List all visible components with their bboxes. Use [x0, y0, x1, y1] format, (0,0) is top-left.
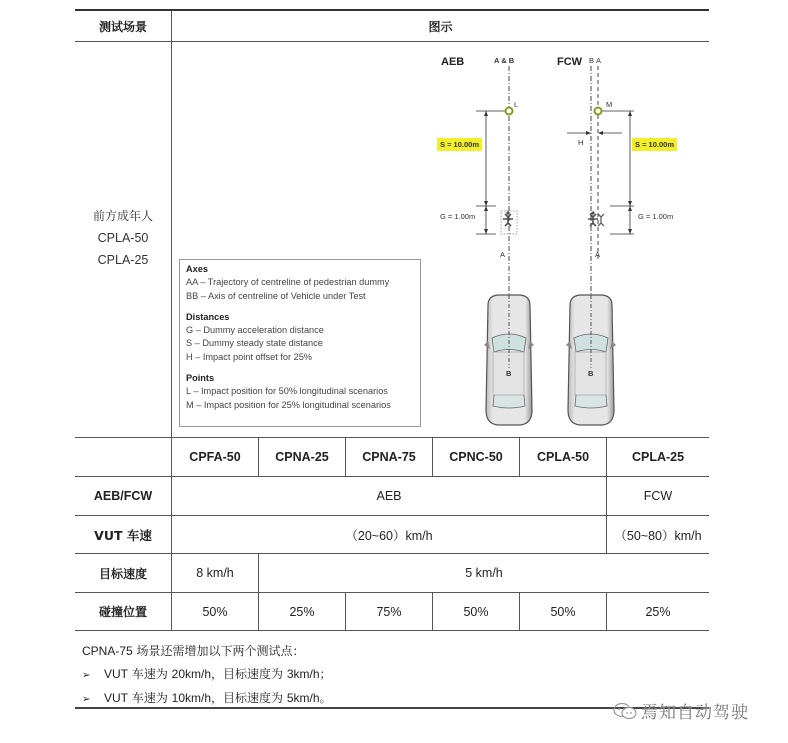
header-test-scenario: 测试场景	[98, 19, 147, 34]
vehicle-under-test-aeb	[484, 295, 534, 425]
row-label-text: VUT 车速	[94, 527, 152, 543]
vehicle-under-test-fcw	[566, 295, 616, 425]
legend-points-title: Points	[186, 373, 215, 384]
fcw-point-label: M	[606, 100, 613, 109]
aeb-s-distance-tag: S = 10.00m	[437, 138, 482, 151]
fcw-h-offset-label: H	[578, 138, 584, 147]
scenario-group-item: CPLA-25	[97, 253, 149, 267]
scenario-header-cell: CPFA-50	[189, 450, 241, 464]
impact-position-value: 50%	[550, 604, 576, 619]
aeb-fcw-value-fcw: FCW	[643, 489, 673, 503]
header-illustration: 图示	[428, 19, 453, 34]
legend-item: BB – Axis of centreline of Vehicle under Test	[186, 290, 366, 301]
aeb-axis-top-label: A & B	[494, 56, 515, 65]
note-intro	[82, 640, 332, 663]
fcw-g-distance-label: G = 1.00m	[638, 212, 674, 221]
row-label-impact-position: 碰撞位置	[98, 605, 147, 619]
impact-point-m	[595, 108, 602, 115]
scenario-header-cell: CPNA-25	[275, 450, 329, 464]
fcw-diagram-title: FCW	[557, 56, 583, 68]
wechat-icon	[612, 701, 638, 721]
fcw-s-distance-tag: S = 10.00m	[632, 138, 677, 151]
aeb-car-axis-label: B	[506, 369, 512, 378]
scenario-group-title: 前方成年人	[92, 209, 153, 223]
fcw-axis-top-b-label: B	[589, 56, 595, 65]
scenario-header-cell: CPLA-25	[631, 450, 685, 464]
impact-position-value: 50%	[202, 604, 228, 619]
aeb-fcw-value-aeb: AEB	[376, 489, 402, 503]
impact-point-l	[506, 108, 513, 115]
aeb-point-label: L	[514, 100, 519, 109]
aeb-g-distance-label: G = 1.00m	[440, 212, 476, 221]
note-bullet-item: ➢ VUT 车速为 10km/h，目标速度为 5km/h。	[82, 687, 332, 711]
legend-distances-title: Distances	[186, 311, 230, 322]
fcw-axis-bottom-label: A	[595, 250, 601, 259]
vut-speed-value-fcw: （50~80）km/h	[614, 528, 702, 543]
impact-position-value: 50%	[463, 604, 489, 619]
impact-position-value: 25%	[289, 604, 315, 619]
legend-item: AA – Trajectory of centreline of pedestrian dummy	[186, 277, 390, 288]
legend-item: S – Dummy steady state distance	[186, 338, 323, 349]
impact-position-value: 25%	[645, 604, 671, 619]
legend-axes-title: Axes	[186, 264, 208, 274]
impact-position-value: 75%	[376, 604, 402, 619]
scenario-header-cell: CPNC-50	[449, 450, 503, 464]
note-bullet-item: ➢ VUT 车速为 20km/h，目标速度为 3km/h；	[82, 663, 332, 687]
note-scenario-code: CPNA-75	[82, 644, 133, 658]
row-label-vut-speed	[75, 516, 171, 553]
target-speed-value-others: 5 km/h	[465, 566, 503, 580]
aeb-axis-bottom-label: A	[500, 250, 506, 259]
scenario-group-label	[75, 205, 171, 271]
bullet-arrow-icon: ➢	[82, 670, 91, 681]
row-label-aeb-fcw: AEB/FCW	[93, 489, 153, 503]
watermark-text: 焉知自动驾驶	[641, 703, 749, 723]
impact-row-divider	[75, 630, 709, 631]
pedestrian-dummy-fcw	[588, 211, 604, 226]
scenario-header-cell: CPLA-50	[536, 450, 590, 464]
note-intro-text: 场景还需增加以下两个测试点：	[132, 644, 305, 658]
scenario-group-item: CPLA-50	[97, 231, 149, 245]
fcw-axis-top-a-label: A	[596, 56, 602, 65]
legend-item: M – Impact position for 25% longitudinal scenarios	[186, 399, 391, 410]
scenario-header-cell: CPNA-75	[362, 450, 416, 464]
additional-test-points-note	[82, 640, 332, 711]
legend-item: G – Dummy acceleration distance	[186, 325, 324, 336]
legend-item: L – Impact position for 50% longitudinal scenarios	[186, 386, 388, 397]
fcw-car-axis-label: B	[588, 369, 594, 378]
legend-item: H – Impact point offset for 25%	[186, 351, 312, 362]
watermark	[612, 698, 749, 723]
target-speed-value-cpfa: 8 km/h	[196, 566, 234, 580]
vut-speed-value-aeb: （20~60）km/h	[345, 528, 433, 543]
row-label-target-speed: 目标速度	[98, 566, 147, 581]
aeb-diagram-title: AEB	[441, 56, 465, 68]
diagram-legend	[179, 259, 421, 427]
bullet-arrow-icon: ➢	[82, 694, 91, 705]
